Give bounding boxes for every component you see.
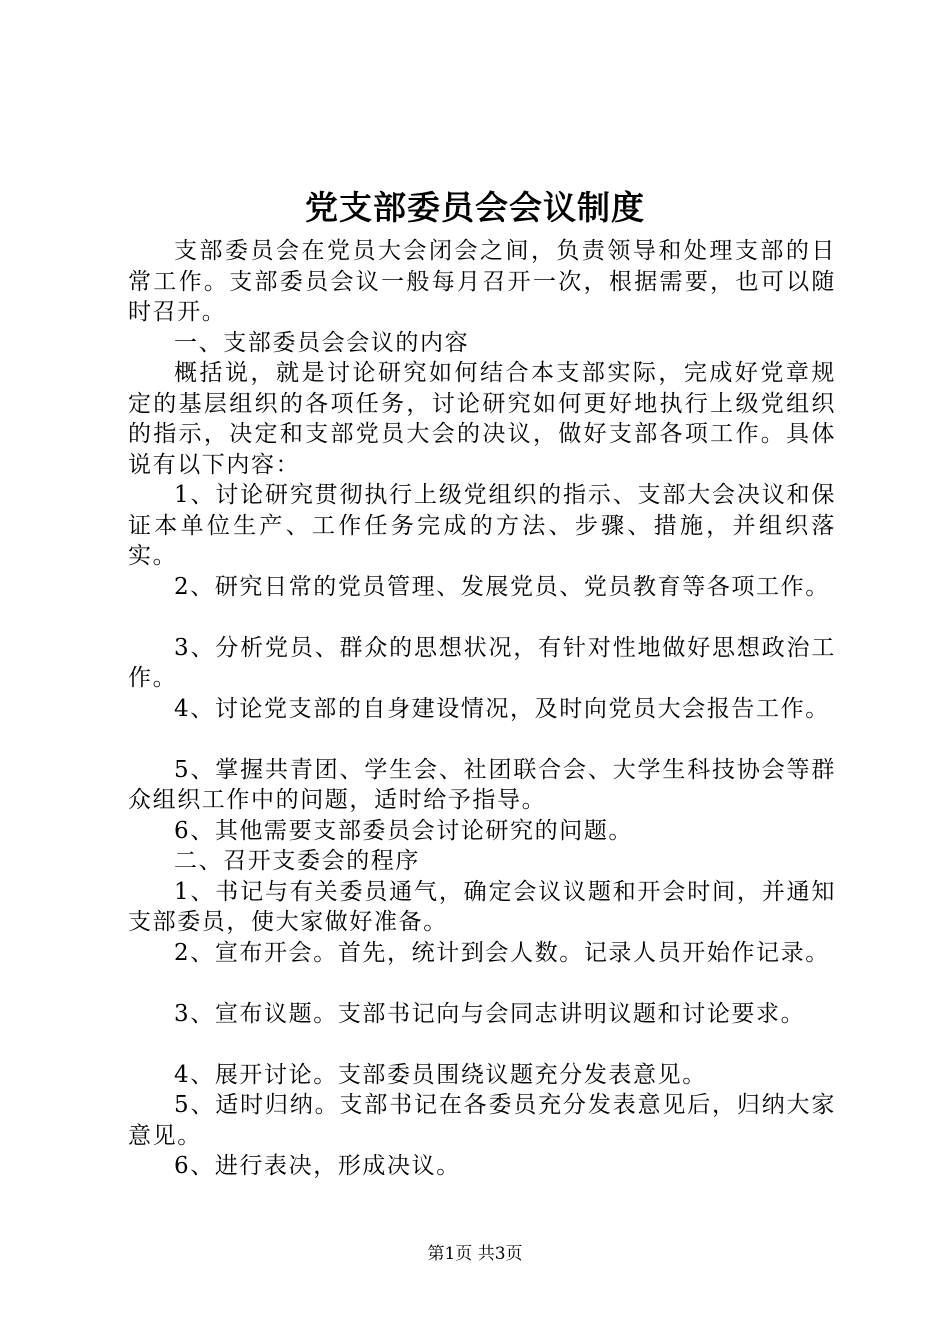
procedure-item-2: 2、宣布开会。首先，统计到会人数。记录人员开始作记录。 — [174, 939, 830, 966]
procedure-item-5: 5、适时归纳。支部书记在各委员充分发表意见后，归纳大家意见。 — [128, 1092, 836, 1149]
procedure-item-1: 1、书记与有关委员通气，确定会议议题和开会时间，并通知支部委员，使大家做好准备。 — [128, 878, 836, 935]
content-item-3: 3、分析党员、群众的思想状况，有针对性地做好思想政治工作。 — [128, 634, 836, 691]
content-item-4: 4、讨论党支部的自身建设情况，及时向党员大会报告工作。 — [174, 695, 830, 722]
procedure-item-3: 3、宣布议题。支部书记向与会同志讲明议题和讨论要求。 — [174, 1000, 806, 1027]
content-item-2: 2、研究日常的党员管理、发展党员、党员教育等各项工作。 — [174, 573, 830, 600]
document-body — [128, 236, 836, 1182]
page-number-footer: 第1页 共3页 — [427, 1244, 523, 1264]
content-item-6: 6、其他需要支部委员会讨论研究的问题。 — [174, 817, 634, 844]
content-item-5: 5、掌握共青团、学生会、社团联合会、大学生科技协会等群众组织工作中的问题，适时给予指导。 — [128, 756, 836, 813]
content-item-1: 1、讨论研究贯彻执行上级党组织的指示、支部大会决议和保证本单位生产、工作任务完成的方法、步骤、措施，并组织落实。 — [128, 482, 836, 569]
procedure-item-6: 6、进行表决，形成决议。 — [174, 1153, 461, 1179]
document-title: 党支部委员会会议制度 — [305, 188, 645, 227]
section-heading-2: 二、召开支委会的程序 — [174, 848, 420, 874]
section-1-summary: 概括说，就是讨论研究如何结合本支部实际，完成好党章规定的基层组织的各项任务，讨论研究如何更好地执行上级党组织的指示，决定和支部党员大会的决议，做好支部各项工作。具体说有以下内容： — [128, 360, 836, 478]
section-heading-1: 一、支部委员会会议的内容 — [174, 329, 470, 356]
procedure-item-4: 4、展开讨论。支部委员围绕议题充分发表意见。 — [174, 1061, 707, 1088]
intro-paragraph: 支部委员会在党员大会闭会之间，负责领导和处理支部的日常工作。支部委员会议一般每月召开一次，根据需要，也可以随时召开。 — [128, 238, 836, 325]
